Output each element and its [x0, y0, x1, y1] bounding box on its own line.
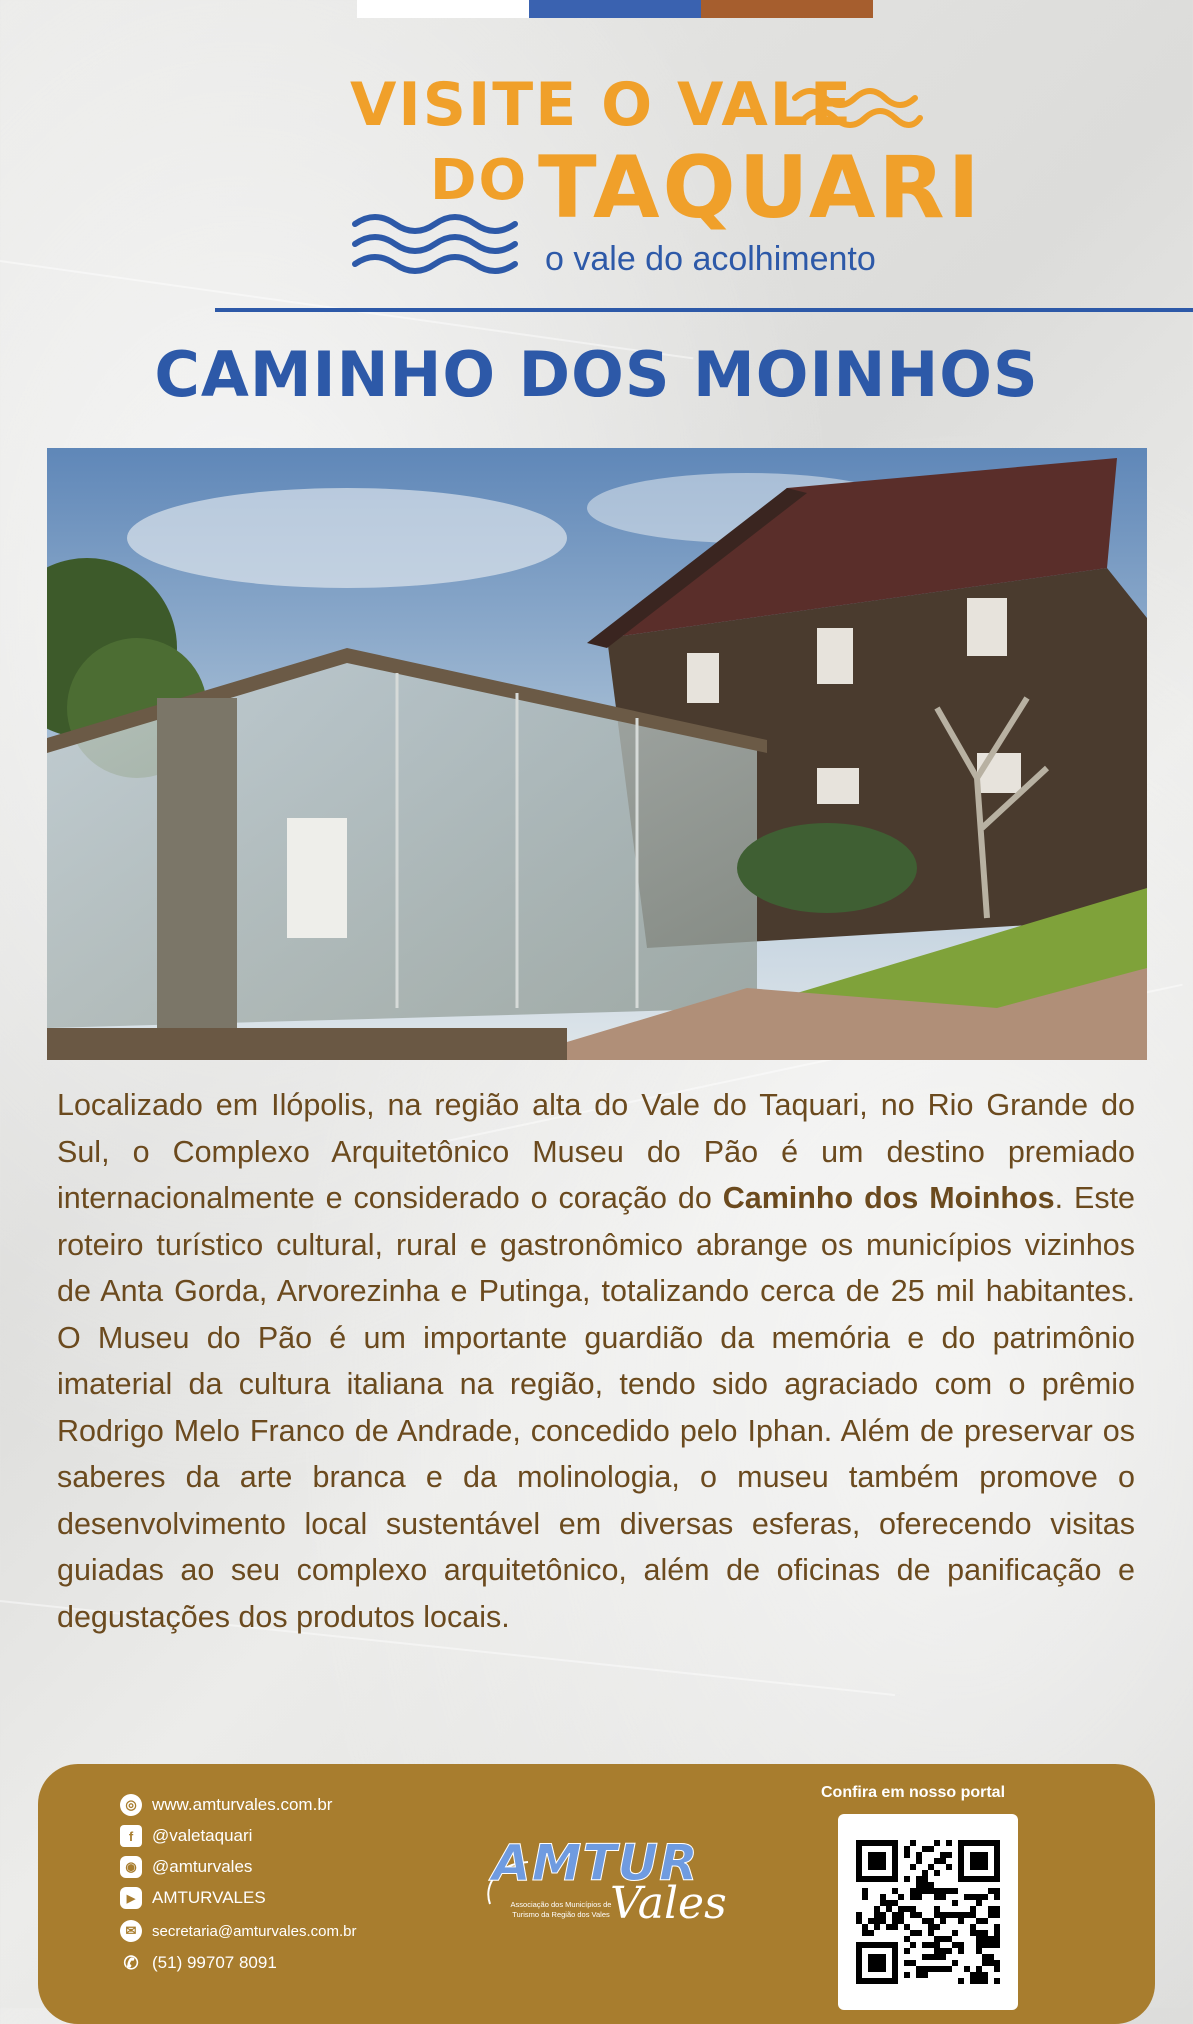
contact-facebook[interactable]: [120, 1825, 252, 1847]
amtur-name: AMTUR: [492, 1834, 699, 1892]
visite-vale-taquari-logo: [350, 70, 983, 290]
email-icon: ✉: [120, 1920, 142, 1942]
contact-youtube[interactable]: [120, 1887, 266, 1909]
amtur-subtitle-1: Associação dos Municípios de: [510, 1900, 612, 1909]
amtur-vales-script: Vales: [610, 1878, 727, 1929]
amtur-vales-logo: [478, 1834, 738, 1964]
contact-facebook-text: @valetaquari: [152, 1826, 253, 1845]
top-bar-white: [357, 0, 529, 18]
globe-icon: ◎: [120, 1794, 142, 1816]
contact-instagram[interactable]: [120, 1856, 252, 1878]
article-text-highlight: Caminho dos Moinhos: [722, 1181, 1055, 1215]
logo-line-taquari: TAQUARI: [538, 138, 983, 238]
contact-instagram-text: @amturvales: [152, 1857, 253, 1876]
qr-code-icon: [838, 1814, 1018, 2010]
top-bar-blue: [529, 0, 701, 18]
footer-panel: [38, 1764, 1155, 2024]
facebook-icon: f: [120, 1825, 142, 1847]
phone-icon: ✆: [123, 1952, 139, 1973]
instagram-icon: ◉: [120, 1856, 142, 1878]
museum-photo: [47, 448, 1147, 1060]
portal-label: Confira em nosso portal: [820, 1784, 1006, 1801]
qr-code[interactable]: [838, 1814, 1018, 2010]
waves-icon: [350, 210, 525, 280]
youtube-icon: ▶: [120, 1887, 142, 1909]
contact-website[interactable]: [120, 1794, 332, 1816]
contact-website-text: www.amturvales.com.br: [152, 1795, 333, 1814]
waves-icon: [790, 80, 930, 130]
page-title: CAMINHO DOS MOINHOS: [154, 338, 1039, 411]
contact-email-text: secretaria@amturvales.com.br: [152, 1922, 357, 1940]
logo-tagline: o vale do acolhimento: [545, 240, 876, 278]
contact-youtube-text: AMTURVALES: [152, 1888, 266, 1907]
museum-photo-illustration: [47, 448, 1147, 1060]
contact-phone-text: (51) 99707 8091: [152, 1953, 277, 1972]
contact-phone[interactable]: [120, 1952, 277, 1974]
article-text-part1: Localizado em Ilópolis, na região alta do Vale do Taquari, no Rio Grande do Sul, o Complexo Arquitetônico Museu do Pão é um destino premiado internacionalmente e considerado o coração do: [57, 1088, 1135, 1215]
article-text-part2: . Este roteiro turístico cultural, rural e gastronômico abrange os municípios vizinhos de Anta Gorda, Arvorezinha e Putinga, totalizando cerca de 25 mil habitantes. O Museu do Pão é um importante guardião da memória e do patrimônio imaterial da cultura italiana na região, tendo sido agraciado com o prêmio Rodrigo Melo Franco de Andrade, concedido pelo Iphan. Além de preservar os saberes da arte branca e da molinologia, o museu também promove o desenvolvimento local sustentável em diversas esferas, oferecendo visitas guiadas ao seu complexo arquitetônico, além de oficinas de panificação e degustações dos produtos locais.: [57, 1181, 1136, 1634]
contact-email[interactable]: [120, 1920, 356, 1942]
amtur-subtitle-2: Turismo da Região dos Vales: [512, 1910, 610, 1919]
header-divider: [215, 308, 1193, 312]
logo-line-do: DO: [430, 148, 529, 213]
article-text: [57, 1082, 1135, 1640]
logo-line-visite: VISITE O VALE: [350, 70, 854, 140]
top-bar-brown: [701, 0, 873, 18]
